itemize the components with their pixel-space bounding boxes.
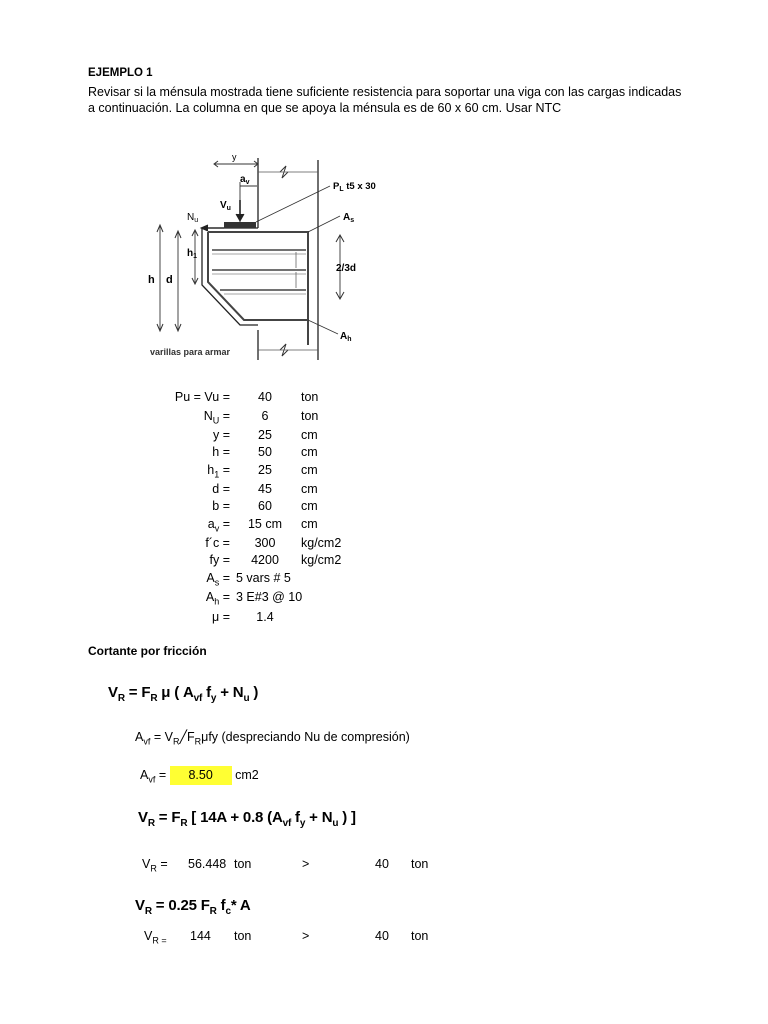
vr-result-2-value: 144 [190,929,211,943]
vr-result-1-value: 56.448 [188,857,227,871]
param-label: μ = [212,610,230,624]
param-value: 300 [254,536,276,550]
param-value: 60 [258,499,272,513]
param-value: 25 [258,428,272,442]
param-label: fy = [209,553,230,567]
param-value: 4200 [251,553,279,567]
diagram-caption: varillas para armar [150,347,231,357]
avf-result: $A_{vf} = 8.50$ cm2 [140,768,259,785]
param-value: 25 [258,463,272,477]
param-value: 5 vars # 5 [236,571,291,585]
nu-label: $N_u$ [187,212,199,224]
param-unit: cm [301,482,318,496]
document-title: EJEMPLO 1 [88,67,153,79]
formula-shear-14a: $V_R = F_R$ [ 14A + 0.8 ($A_{vf}$ $f_y + N_u$ ) ] [138,809,356,829]
param-label: y = [212,428,230,442]
param-label: $A_h$ = [205,590,230,607]
param-label: d = [212,482,230,496]
param-value: 45 [258,482,272,496]
y-label: y [232,152,237,162]
vr-result-1-ref: 40 [375,857,389,871]
vu-label: $V_u$ [220,200,231,212]
formula-shear-limit: $V_R = 0.25$ $F_R$ $f_c*$ A [135,897,251,917]
param-unit: cm [301,517,318,531]
param-label: b = [212,499,230,513]
param-unit: ton [301,390,319,404]
param-unit: ton [301,409,319,423]
param-label: h = [212,445,230,459]
vr-result-2-ref: 40 [375,929,389,943]
param-unit: cm [301,445,318,459]
param-value: 15 cm [247,517,283,531]
param-unit: kg/cm2 [301,553,342,567]
problem-statement: Revisar si la ménsula mostrada tiene suficiente resistencia para soportar una viga con las cargas indicadas a continuación. La columna en que se apoya la ménsula es de 60 x 60 cm. Usar NTC [88,85,682,115]
param-unit: cm [301,499,318,513]
param-label: f´c = [205,536,230,550]
vr-result-1-compare: > [302,857,310,871]
d-label: d [166,274,173,286]
as-label: $A_s$ [343,212,355,224]
param-label: $N_U$ = [203,409,230,426]
param-value: 50 [258,445,272,459]
vr-result-2-unit: ton [234,929,252,943]
vr-result-2-compare: > [302,929,310,943]
param-unit: cm [301,463,318,477]
vr-result-2-label: $V_{R =}$ [144,929,167,946]
ah-label: $A_h$ [340,331,352,343]
vr-result-1-unit: ton [234,857,252,871]
param-label: $A_s$ = [206,571,230,588]
section-heading: Cortante por fricción [88,644,207,658]
avf-expression: $A_{vf}$ = $V_R╱F_R\mu fy$ (despreciando Nu de compresión) [135,730,410,747]
param-label: $a_v$ = [207,517,230,534]
two-thirds-d-label: 2/3d [336,263,357,274]
param-value: 6 [261,409,269,423]
vr-result-2-ref-unit: ton [411,929,429,943]
h1-label: $h_1$ [187,248,198,260]
av-label: $a_v$ [240,174,250,186]
vr-result-1-label: $V_R$ = [142,857,168,874]
param-unit: cm [301,428,318,442]
vr-result-1-ref-unit: ton [411,857,429,871]
param-value: 3 E#3 @ 10 [236,590,303,604]
param-label: Pu = Vu = [174,390,230,404]
avf-value-cell: 8.50 [170,766,232,785]
param-value: 40 [258,390,272,404]
formula-friction: $V_R = F_R$ μ ( $A_{vf}$ $f_y + N_u$ ) [108,684,259,704]
param-label: $h_1$ = [207,463,230,480]
param-unit: kg/cm2 [301,536,342,550]
corbel-diagram [140,150,395,365]
plate-label: $P_L$ t5 x 30 [333,181,376,193]
h-label: h [148,274,155,286]
param-value: 1.4 [256,610,274,624]
